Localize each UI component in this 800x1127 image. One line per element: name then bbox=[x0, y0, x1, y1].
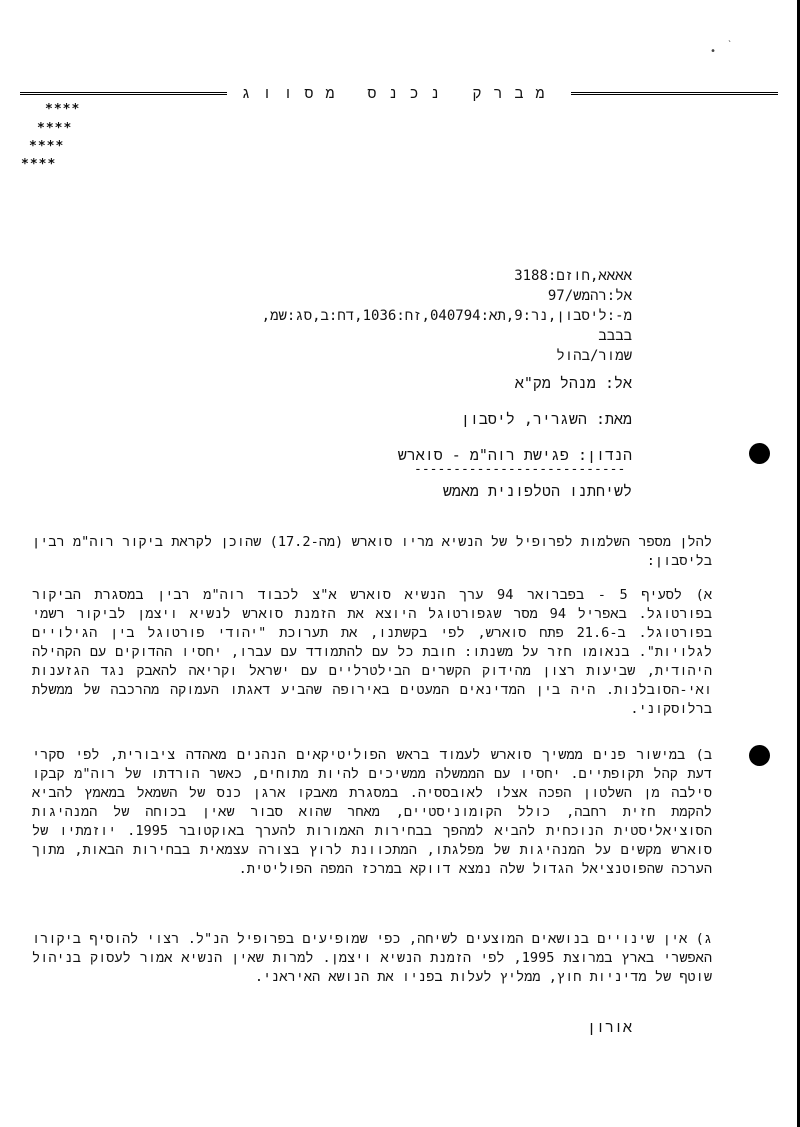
paragraph-a: א) לסעיף 5 - בפברואר 94 ערך הנשיא סוארש א"צ לכבוד רוה"מ רבין במסגרת הביקור בפורטוגל. באפריל 94 מסר שגפורטוגל היוצא את הזמנת סוארש לנשיא ויצמן לביקור רשמי בפורטוגל. ב-21.6 פתח סוארש, לפי בקשתנו, את תערוכת "יהודי פורטוגל בין הגילויים לגלויות". בנאומו חזר על משנתו: חובת כל עם להתמודד עם עברו, יחסיו ההדוקים עם הקהילה היהודית, שביעות רצון מהידוק הקשרים הבילטרליים עם ישראל וקריאה להאבק נגד הגזענות ואי-הסובלנות. היה בין המדינאים המעטים באירופה שהביע דאגתו העמוקה מהרכבה של ממשלת ברלוסקוני. bbox=[32, 587, 712, 717]
paragraph-intro: להלן מספר השלמות לפרופיל של הנשיא מריו סוארש (מה-17.2) שהוכן לקראת ביקור רוה"מ רבין בליסבון: bbox=[32, 534, 712, 569]
header-line: שמור/בהול bbox=[556, 348, 632, 364]
header-line: מ-:ליסבון,נר:9,תא:040794,זח:1036,דח:ב,סג:שמ, bbox=[261, 308, 632, 324]
banner-rule-left bbox=[20, 92, 227, 95]
subject: הנדון: פגישת רוה"מ - סוארש bbox=[397, 446, 632, 464]
classification-banner bbox=[20, 83, 778, 102]
header-line: בבבב bbox=[598, 328, 632, 344]
reference-line: לשיחתנו הטלפונית מאמש bbox=[442, 482, 632, 500]
sender: מאת: השגריר, ליסבון bbox=[460, 410, 632, 428]
stars-line: **** bbox=[29, 139, 65, 154]
subject-underline: --------------------------- bbox=[414, 462, 626, 477]
stars-line: **** bbox=[21, 157, 57, 172]
signature: אורון bbox=[586, 1018, 632, 1036]
banner-rule-right bbox=[571, 92, 778, 95]
punch-hole bbox=[749, 443, 770, 464]
paragraph-b: ב) במישור פנים ממשיך סוארש לעמוד בראש הפוליטיקאים הנהנים מאהדה ציבורית, לפי סקרי דעת קהל תקופתיים. יחסיו עם הממשלה ממשיכים להיות מתוחים, כאשר הורדתו של רוה"מ קבקו סילבה מן השלטון הפכה אצלו לאובססיה. במסגרת מאבקו ארגן כנס של השמאל במאמץ להביא להקמת חזית רחבה, כולל הקומוניסטיים, מאחר שהוא סבור שאין בכוחה של המנהיגות הסוציאליסטית הנוכחית להביא למהפך בבחירות האמורות להערך באוקטובר 1995. יוזמתיו של סוארש מקשים על המנהיגות של מפלגתו, המתכוונת לרוץ בצורה עצמאית בבחירות הבאות, מתוך הערכה שהפוטנציאל הגדול שלה נמצא דווקא במרכז המפה הפוליטית. bbox=[32, 747, 712, 877]
telegram-header bbox=[32, 266, 632, 366]
classification-title: מברק נכנס מסווג bbox=[241, 83, 557, 102]
speck: ˋ bbox=[727, 40, 734, 51]
stars-line: **** bbox=[37, 121, 73, 136]
paragraph-c: ג) אין שינויים בנושאים המוצעים לשיחה, כפי שמופיעים בפרופיל הנ"ל. רצוי להוסיף ביקורו האפשרי בארץ במרוצת 1995, לפי הזמנת הנשיא ויצמן. למרות שאין הנשיא אמור לעסוק בניהול שוטף של מדיניות חוץ, ממליץ לעלות בפניו את הנושא האיראני. bbox=[32, 931, 712, 985]
recipient: אל: מנהל מק"א bbox=[514, 374, 632, 392]
stars-line: **** bbox=[45, 102, 81, 117]
punch-hole bbox=[749, 745, 770, 766]
header-line: אאאא,חוזם:3188 bbox=[514, 268, 632, 284]
speck: • bbox=[710, 46, 717, 57]
header-line: אל:רהמש/97 bbox=[547, 288, 632, 304]
